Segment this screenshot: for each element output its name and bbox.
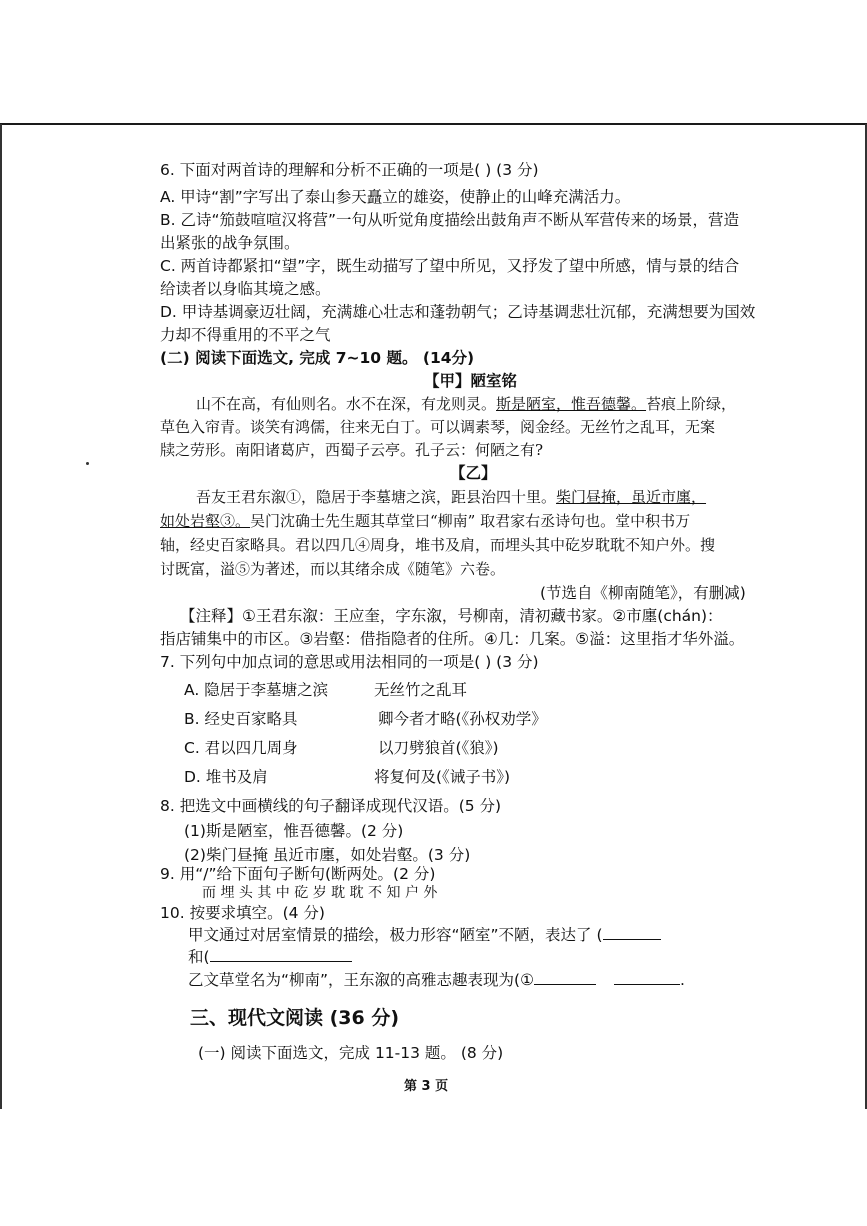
q6-option-a: A. 甲诗“割”字写出了泰山参天矗立的雄姿，使静止的山峰充满活力。 xyxy=(160,188,631,206)
answer-blank[interactable] xyxy=(614,970,680,985)
yi-underlined-sentence-part1: 柴门昼掩，虽近市廛， xyxy=(556,488,707,506)
part3-heading: 三、现代文阅读 (36 分) xyxy=(190,1007,400,1029)
page-left-border xyxy=(0,124,2,1109)
q7-d-left: D. 堆书及肩 xyxy=(184,768,268,786)
q8-stem: 8. 把选文中画横线的句子翻译成现代汉语。(5 分) xyxy=(160,797,502,815)
yi-underlined-sentence-part2: 如处岩壑③。 xyxy=(160,512,251,530)
jia-line3: 牍之劳形。南阳诸葛庐，西蜀子云亭。孔子云：何陋之有? xyxy=(160,441,544,459)
q10-line1: 甲文通过对居室情景的描绘，极力形容“陋室”不陋，表达了 ( xyxy=(188,925,661,945)
q7-b-left: B. 经史百家略具 xyxy=(184,710,298,728)
q7-a-left: A. 隐居于李墓塘之滨 xyxy=(184,681,329,699)
source-citation: (节选自《柳南随笔》，有删减) xyxy=(540,584,746,602)
jia-line2: 草色入帘青。谈笑有鸿儒，往来无白丁。可以调素琴，阅金经。无丝竹之乱耳，无案 xyxy=(160,418,716,436)
q10-stem: 10. 按要求填空。(4 分) xyxy=(160,904,325,922)
yi-title: 【乙】 xyxy=(450,464,497,482)
page-number: 第 3 页 xyxy=(404,1079,449,1094)
yi-line2: 如处岩壑③。吴门沈确士先生题其草堂曰“柳南” 取君家右丞诗句也。堂中积书万 xyxy=(160,512,691,530)
q9-sentence: 而 埋 头 其 中 矻 岁 耽 耽 不 知 户 外 xyxy=(202,885,438,901)
q8-sentence2: (2)柴门昼掩 虽近市廛，如处岩壑。(3 分) xyxy=(184,846,471,864)
q9-stem: 9. 用“/”给下面句子断句(断两处。(2 分) xyxy=(160,865,436,883)
scan-speck xyxy=(86,462,89,465)
q6-option-c-line2: 给读者以身临其境之感。 xyxy=(160,280,331,298)
answer-blank[interactable] xyxy=(210,947,352,962)
q7-a-right: 无丝竹之乱耳 xyxy=(374,681,468,699)
yi-line1: 吾友王君东溆①，隐居于李墓塘之滨，距县治四十里。柴门昼掩，虽近市廛， xyxy=(196,488,707,506)
q7-c-right: 以刀劈狼首(《狼》) xyxy=(378,739,499,757)
q7-b-right: 卿今者才略(《孙权劝学》 xyxy=(378,710,547,728)
annotation-line1: 【注释】①王君东溆：王应奎，字东溆，号柳南，清初藏书家。②市廛(chán)： xyxy=(180,607,723,625)
answer-blank[interactable] xyxy=(603,925,661,940)
q10-line2: 和( xyxy=(188,947,352,967)
q7-d-right: 将复何及(《诫子书》) xyxy=(374,768,511,786)
q6-option-d-line1: D. 甲诗基调豪迈壮阔，充满雄心壮志和蓬勃朝气；乙诗基调悲壮沉郁，充满想要为国效 xyxy=(160,303,756,321)
part2-heading: (二) 阅读下面选文, 完成 7~10 题。 (14分) xyxy=(160,349,475,367)
yi-line4: 讨既富，溢⑤为著述，而以其绪余成《随笔》六卷。 xyxy=(160,560,506,578)
page-top-border xyxy=(0,123,867,125)
answer-blank[interactable] xyxy=(534,970,596,985)
q6-stem: 6. 下面对两首诗的理解和分析不正确的一项是( ) (3 分) xyxy=(160,161,539,179)
jia-title: 【甲】陋室铭 xyxy=(424,372,518,390)
q6-option-b-line2: 出紧张的战争氛围。 xyxy=(160,234,300,252)
q6-option-b-line1: B. 乙诗“笳鼓喧喧汉将营”一句从听觉角度描绘出鼓角声不断从军营传来的场景，营造 xyxy=(160,211,740,229)
q6-option-d-line2: 力却不得重用的不平之气 xyxy=(160,326,331,344)
q7-stem: 7. 下列句中加点词的意思或用法相同的一项是( ) (3 分) xyxy=(160,653,539,671)
q6-option-c-line1: C. 两首诗都紧扣“望”字，既生动描写了望中所见，又抒发了望中所感，情与景的结合 xyxy=(160,257,740,275)
yi-line3: 轴，经史百家略具。君以四几④周身，堆书及肩，而埋头其中矻岁耽耽不知户外。搜 xyxy=(160,536,716,554)
q8-sentence1: (1)斯是陋室，惟吾德馨。(2 分) xyxy=(184,822,404,840)
jia-line1: 山不在高，有仙则名。水不在深，有龙则灵。斯是陋室，惟吾德馨。苔痕上阶绿， xyxy=(196,395,737,413)
jia-underlined-sentence: 斯是陋室，惟吾德馨。 xyxy=(496,395,647,413)
annotation-line2: 指店铺集中的市区。③岩壑：借指隐者的住所。④几：几案。⑤溢：这里指才华外溢。 xyxy=(160,630,745,648)
q7-c-left: C. 君以四几周身 xyxy=(184,739,298,757)
part3-subheading: (一) 阅读下面选文，完成 11-13 题。 (8 分) xyxy=(198,1044,504,1062)
q10-line3: 乙文草堂名为“柳南”，王东溆的高雅志趣表现为(① . xyxy=(188,971,685,989)
